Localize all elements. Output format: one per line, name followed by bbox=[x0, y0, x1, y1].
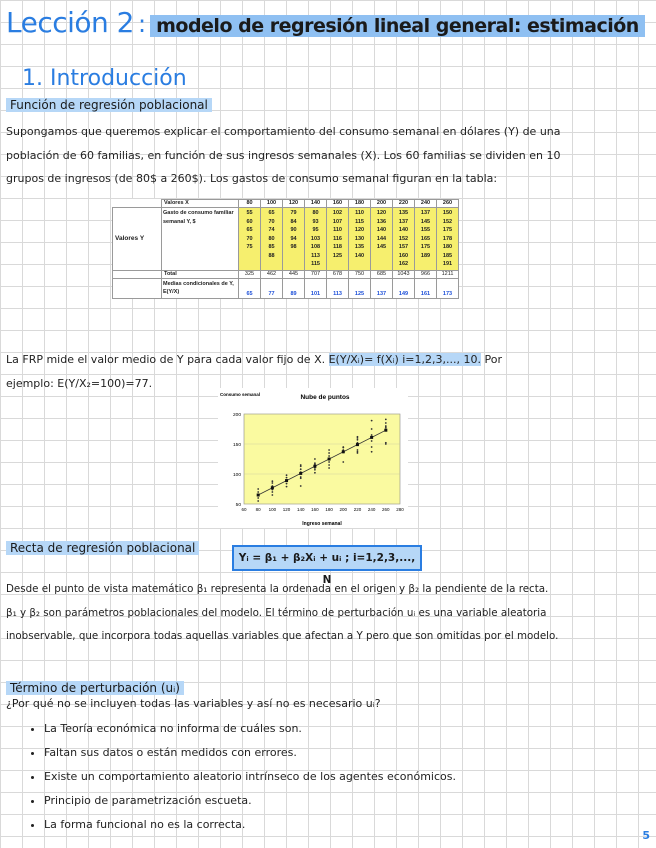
consumption-cell bbox=[305, 208, 327, 271]
consumption-value: 135 bbox=[398, 210, 409, 216]
consumption-value: 150 bbox=[442, 210, 453, 216]
consumption-value: 175 bbox=[420, 244, 431, 250]
data-point bbox=[286, 483, 288, 485]
consumption-value: 110 bbox=[333, 227, 342, 233]
consumption-value bbox=[240, 252, 259, 261]
consumption-value: 85 bbox=[268, 244, 275, 250]
mean-value: 65 bbox=[239, 278, 261, 298]
x-tick-label: 260 bbox=[382, 507, 390, 512]
x-tick-label: 60 bbox=[241, 507, 247, 512]
table-row-totals bbox=[113, 270, 459, 278]
data-point bbox=[314, 462, 316, 464]
consumption-value: 98 bbox=[290, 244, 297, 250]
data-table bbox=[112, 199, 459, 299]
x-tick-label: 120 bbox=[282, 507, 291, 512]
chart-title: Nube de puntos bbox=[300, 394, 350, 401]
data-point bbox=[385, 425, 387, 427]
consumption-value bbox=[284, 252, 303, 261]
frp-text: La FRP mide el valor medio de Y para cada valor fijo de X. E(Y/Xᵢ)= f(Xᵢ) i=1,2,3,..., 10. Por ejemplo: E(Y/X₂=100)=77. bbox=[6, 353, 502, 390]
consumption-value: 80 bbox=[268, 235, 275, 242]
x-tick-label: 220 bbox=[353, 507, 362, 512]
consumption-value: 185 bbox=[442, 252, 453, 259]
y-axis-label: Consumo semanal bbox=[220, 392, 261, 397]
consumption-value: 145 bbox=[376, 244, 387, 250]
mean-point bbox=[257, 494, 260, 497]
consumption-value: 155 bbox=[420, 227, 431, 233]
x-tick-label: 200 bbox=[339, 507, 348, 512]
data-point bbox=[314, 472, 316, 474]
x-tick-label: 180 bbox=[325, 507, 333, 512]
data-point bbox=[271, 491, 273, 493]
consumption-value: 145 bbox=[420, 218, 431, 225]
data-point bbox=[357, 451, 359, 453]
consumption-value: 152 bbox=[442, 218, 453, 225]
data-point bbox=[271, 480, 273, 482]
consumption-value: 108 bbox=[310, 244, 321, 250]
subheading-frp: Función de regresión poblacional bbox=[6, 98, 212, 112]
consumption-value: 95 bbox=[312, 227, 319, 233]
consumption-value: 160 bbox=[398, 252, 409, 259]
total-value: 966 bbox=[415, 270, 437, 278]
total-value: 325 bbox=[239, 270, 261, 278]
x-tick-label: 240 bbox=[367, 507, 376, 512]
reasons-list bbox=[26, 717, 456, 837]
data-point bbox=[371, 434, 373, 436]
table-row-means bbox=[113, 278, 459, 298]
total-label: Total bbox=[162, 270, 239, 278]
mean-value: 113 bbox=[327, 278, 349, 298]
mean-point bbox=[370, 436, 373, 439]
consumption-cell bbox=[261, 208, 283, 271]
x-value-header: 200 bbox=[371, 200, 393, 208]
x-tick-label: 80 bbox=[255, 507, 261, 512]
consumption-cell bbox=[283, 208, 305, 271]
consumption-value: 140 bbox=[376, 227, 387, 233]
y-tick-label: 50 bbox=[235, 503, 241, 508]
frp-formula: E(Y/Xᵢ)= f(Xᵢ) i=1,2,3,..., 10. bbox=[328, 353, 481, 366]
consumption-value: 125 bbox=[332, 252, 343, 259]
mean-value: 101 bbox=[305, 278, 327, 298]
consumption-value: 90 bbox=[290, 227, 297, 233]
data-point bbox=[371, 440, 373, 442]
total-value: 445 bbox=[283, 270, 305, 278]
mean-value: 137 bbox=[371, 278, 393, 298]
consumption-cell bbox=[415, 208, 437, 271]
page-title: Lección 2 : modelo de regresión lineal general: estimación bbox=[6, 6, 645, 39]
data-point bbox=[328, 467, 330, 469]
lesson-subtitle: modelo de regresión lineal general: estimación bbox=[150, 15, 645, 37]
consumption-value: 115 bbox=[355, 218, 364, 225]
data-point bbox=[328, 452, 330, 454]
mean-value: 149 bbox=[393, 278, 415, 298]
consumption-value: 107 bbox=[332, 218, 343, 225]
section-heading: 1. Introducción bbox=[22, 66, 187, 91]
consumption-value: 74 bbox=[268, 227, 275, 233]
data-point bbox=[328, 461, 330, 463]
data-point bbox=[328, 455, 330, 457]
consumption-value: 191 bbox=[442, 261, 453, 267]
perturbation-question: ¿Por qué no se incluyen todas las variables y así no es necesario uᵢ? bbox=[6, 697, 381, 710]
total-value: 685 bbox=[371, 270, 393, 278]
x-value-header: 80 bbox=[239, 200, 261, 208]
x-value-header: 240 bbox=[415, 200, 437, 208]
consumption-value: 113 bbox=[311, 252, 320, 259]
data-point bbox=[271, 482, 273, 484]
data-point bbox=[286, 486, 288, 488]
data-table-wrapper bbox=[112, 199, 459, 299]
data-point bbox=[371, 446, 373, 448]
x-value-header: 220 bbox=[393, 200, 415, 208]
data-point bbox=[257, 488, 259, 490]
row-group-label: Valores Y bbox=[113, 208, 162, 271]
consumption-value: 120 bbox=[354, 227, 365, 233]
consumption-value: 162 bbox=[398, 261, 409, 267]
data-point bbox=[300, 476, 302, 478]
subheading-perturbacion: Término de perturbación (uᵢ) bbox=[6, 681, 184, 695]
scatter-chart-svg bbox=[218, 388, 408, 528]
y-tick-label: 150 bbox=[232, 443, 241, 448]
consumption-value bbox=[284, 260, 303, 269]
data-point bbox=[314, 469, 316, 471]
means-label: Medias condicionales de Y, E(Y/X) bbox=[162, 278, 239, 298]
data-point bbox=[342, 446, 344, 448]
x-value-header: 100 bbox=[261, 200, 283, 208]
consumption-value: 88 bbox=[268, 252, 275, 259]
data-point bbox=[314, 458, 316, 460]
consumption-value: 65 bbox=[246, 227, 253, 233]
consumption-value: 130 bbox=[354, 235, 365, 242]
consumption-value: 152 bbox=[398, 235, 409, 242]
mean-point bbox=[271, 486, 274, 489]
total-value: 462 bbox=[261, 270, 283, 278]
consumption-cell bbox=[393, 208, 415, 271]
x-value-header: 260 bbox=[437, 200, 459, 208]
total-value: 1043 bbox=[393, 270, 415, 278]
y-tick-label: 100 bbox=[232, 473, 241, 478]
mean-point bbox=[313, 465, 316, 468]
page-number: 5 bbox=[642, 829, 650, 842]
consumption-value: 60 bbox=[246, 218, 253, 225]
list-item: • Faltan sus datos o están medidos con errores. bbox=[44, 741, 456, 765]
consumption-value: 137 bbox=[420, 210, 431, 216]
list-item: • Existe un comportamiento aleatorio intrínseco de los agentes económicos. bbox=[44, 765, 456, 789]
x-value-header: 120 bbox=[283, 200, 305, 208]
x-axis-label: Ingreso semanal bbox=[302, 521, 342, 527]
consumption-value: 102 bbox=[332, 210, 343, 216]
total-value: 750 bbox=[349, 270, 371, 278]
mean-value: 125 bbox=[349, 278, 371, 298]
data-point bbox=[257, 491, 259, 493]
consumption-value: 136 bbox=[376, 218, 387, 225]
scatter-chart bbox=[218, 388, 408, 528]
data-point bbox=[300, 464, 302, 466]
lesson-label: Lección 2 bbox=[6, 6, 134, 39]
data-point bbox=[357, 439, 359, 441]
consumption-value: 103 bbox=[310, 235, 321, 242]
consumption-value bbox=[328, 260, 347, 269]
x-tick-label: 160 bbox=[311, 507, 319, 512]
cell-label: Gasto de consumo familiar semanal Y, $ bbox=[162, 208, 239, 271]
consumption-cell bbox=[349, 208, 371, 271]
data-point bbox=[357, 436, 359, 438]
y-tick-label: 200 bbox=[232, 413, 241, 418]
consumption-value: 93 bbox=[312, 218, 319, 225]
subheading-recta: Recta de regresión poblacional bbox=[6, 541, 199, 555]
consumption-value: 178 bbox=[442, 235, 453, 242]
data-point bbox=[328, 464, 330, 466]
x-tick-label: 140 bbox=[296, 507, 305, 512]
consumption-cell bbox=[327, 208, 349, 271]
mean-point bbox=[356, 443, 359, 446]
data-point bbox=[257, 500, 259, 502]
mean-point bbox=[384, 429, 387, 432]
list-item: • Principio de parametrización escueta. bbox=[44, 789, 456, 813]
mean-value: 161 bbox=[415, 278, 437, 298]
consumption-value bbox=[240, 260, 259, 269]
total-value: 678 bbox=[327, 270, 349, 278]
consumption-value: 75 bbox=[246, 244, 253, 250]
mean-value: 173 bbox=[437, 278, 459, 298]
data-point bbox=[357, 449, 359, 451]
consumption-value: 110 bbox=[355, 210, 364, 216]
consumption-value: 135 bbox=[354, 244, 365, 250]
x-tick-label: 100 bbox=[268, 507, 277, 512]
data-point bbox=[371, 428, 373, 430]
data-point bbox=[385, 419, 387, 421]
consumption-value: 94 bbox=[290, 235, 297, 242]
consumption-value bbox=[372, 260, 391, 269]
consumption-value: 157 bbox=[398, 244, 409, 250]
consumption-value: 118 bbox=[333, 244, 342, 250]
data-point bbox=[385, 422, 387, 424]
mean-point bbox=[285, 479, 288, 482]
x-value-header: 140 bbox=[305, 200, 327, 208]
data-point bbox=[257, 497, 259, 499]
consumption-value bbox=[372, 252, 391, 261]
consumption-value: 70 bbox=[268, 218, 275, 225]
data-point bbox=[286, 477, 288, 479]
data-point bbox=[342, 461, 344, 463]
list-item: • La forma funcional no es la correcta. bbox=[44, 813, 456, 837]
regression-formula: Yᵢ = β₁ + β₂Xᵢ + uᵢ ; i=1,2,3,..., N bbox=[232, 545, 422, 571]
mean-value: 89 bbox=[283, 278, 305, 298]
consumption-value: 175 bbox=[442, 227, 453, 233]
mean-point bbox=[299, 472, 302, 475]
data-point bbox=[300, 485, 302, 487]
mean-point bbox=[342, 450, 345, 453]
consumption-value bbox=[416, 260, 435, 269]
data-point bbox=[328, 449, 330, 451]
mean-point bbox=[328, 458, 331, 461]
consumption-value: 116 bbox=[333, 235, 342, 242]
x-tick-label: 280 bbox=[396, 507, 404, 512]
consumption-value: 120 bbox=[376, 210, 387, 216]
consumption-value: 144 bbox=[376, 235, 387, 242]
consumption-value: 70 bbox=[246, 235, 253, 242]
data-point bbox=[300, 468, 302, 470]
consumption-value: 140 bbox=[354, 252, 365, 259]
consumption-value: 79 bbox=[290, 210, 297, 216]
table-header-row: Valores X 80 100 120 140 160 180 200 220 240 260 bbox=[113, 200, 459, 208]
recta-paragraph: Desde el punto de vista matemático β₁ representa la ordenada en el origen y β₂ la pendiente de la recta. β₁ y β₂ son parámetros poblacionales del modelo. El término de perturbación uᵢ es una variable aleatoria inobservable, que incorpora todas aquellas variables que afectan a Y pero que son omitidas por el modelo. bbox=[6, 583, 559, 642]
mean-value: 77 bbox=[261, 278, 283, 298]
consumption-value: 84 bbox=[290, 218, 297, 225]
consumption-value: 115 bbox=[311, 261, 320, 267]
consumption-value: 140 bbox=[398, 227, 409, 233]
consumption-value: 65 bbox=[268, 210, 275, 216]
consumption-cell bbox=[437, 208, 459, 271]
data-point bbox=[271, 494, 273, 496]
x-value-header: 180 bbox=[349, 200, 371, 208]
consumption-value bbox=[350, 260, 369, 269]
data-point bbox=[385, 442, 387, 444]
x-value-header: 160 bbox=[327, 200, 349, 208]
consumption-value: 189 bbox=[420, 252, 431, 259]
data-point bbox=[286, 474, 288, 476]
consumption-value: 55 bbox=[246, 210, 253, 216]
consumption-cell bbox=[371, 208, 393, 271]
total-value: 707 bbox=[305, 270, 327, 278]
consumption-value: 80 bbox=[312, 210, 319, 216]
consumption-value: 137 bbox=[398, 218, 409, 225]
data-point bbox=[371, 451, 373, 453]
consumption-cell bbox=[239, 208, 261, 271]
data-point bbox=[371, 420, 373, 422]
consumption-value: 180 bbox=[442, 244, 453, 250]
intro-paragraph: Supongamos que queremos explicar el comportamiento del consumo semanal en dólares (Y) de una población de 60 familias, en función de sus ingresos semanales (X). Los 60 familias se dividen en 10 grupos de ingresos (de 80$ a 260$). Los gastos de consumo semanal figuran en la tabla: bbox=[6, 125, 561, 185]
list-item: • La Teoría económica no informa de cuáles son. bbox=[44, 717, 456, 741]
consumption-value: 165 bbox=[420, 235, 431, 242]
consumption-value bbox=[262, 260, 281, 269]
total-value: 1211 bbox=[437, 270, 459, 278]
table-row bbox=[113, 208, 459, 271]
